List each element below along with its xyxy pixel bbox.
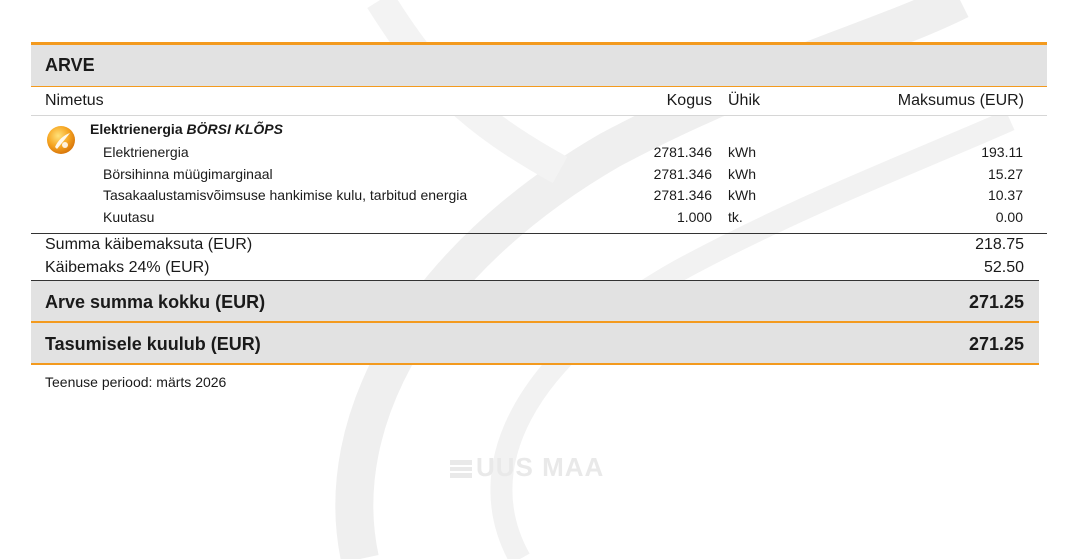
line-name: Börsihinna müügimarginaal: [103, 166, 273, 182]
line-quantity: 1.000: [676, 209, 712, 225]
section-header: [31, 42, 1047, 86]
line-cost: 0.00: [995, 209, 1023, 225]
vat-label: Käibemaks 24% (EUR): [45, 259, 210, 276]
product-prefix: Elektrienergia: [90, 121, 183, 137]
logo-mark-icon: [450, 460, 472, 478]
section-title: ARVE: [45, 55, 95, 75]
summary-block: [31, 233, 1047, 280]
column-header-row: [31, 86, 1047, 116]
amount-due-value: 271.25: [968, 334, 1024, 354]
invoice-total-value: 271.25: [968, 292, 1024, 312]
line-name: Elektrienergia: [103, 144, 189, 160]
line-unit: kWh: [728, 144, 756, 160]
column-name: Nimetus: [45, 92, 104, 109]
line-quantity: 2781.346: [653, 144, 712, 160]
line-name: Tasakaalustamisvõimsuse hankimise kulu, tarbitud energia: [103, 187, 468, 203]
vat-value: 52.50: [983, 259, 1024, 276]
watermark-text: UUS MAA: [476, 452, 605, 482]
amount-due-label: Tasumisele kuulub (EUR): [45, 334, 261, 354]
line-item: [31, 187, 1031, 208]
subtotal-label: Summa käibemaksuta (EUR): [45, 236, 253, 253]
subtotal-row: [31, 234, 1047, 257]
line-name: Kuutasu: [103, 209, 155, 225]
line-quantity: 2781.346: [653, 166, 712, 182]
line-unit: kWh: [728, 166, 756, 182]
invoice-table: [31, 42, 1047, 390]
column-cost: Maksumus (EUR): [897, 92, 1024, 109]
line-cost: 193.11: [981, 144, 1023, 160]
line-cost: 15.27: [987, 166, 1023, 182]
column-quantity: Kogus: [666, 92, 712, 109]
line-cost: 10.37: [987, 187, 1023, 203]
line-quantity: 2781.346: [653, 187, 712, 203]
line-unit: kWh: [728, 187, 756, 203]
line-unit: tk.: [728, 209, 743, 225]
product-group: [31, 116, 1047, 233]
product-package: BÖRSI KLÕPS: [186, 121, 283, 137]
invoice-total-row: [31, 280, 1039, 321]
amount-due-row: [31, 321, 1039, 365]
subtotal-value: 218.75: [975, 236, 1024, 253]
product-title: [90, 121, 283, 137]
invoice-total-label: Arve summa kokku (EUR): [45, 292, 266, 312]
line-item: [31, 144, 1031, 165]
line-item: [31, 209, 1031, 230]
column-unit: Ühik: [728, 92, 761, 109]
line-item: [31, 166, 1031, 187]
watermark-logo: [450, 452, 604, 483]
service-period: Teenuse periood: märts 2026: [45, 374, 227, 390]
vat-row: [31, 257, 1047, 280]
